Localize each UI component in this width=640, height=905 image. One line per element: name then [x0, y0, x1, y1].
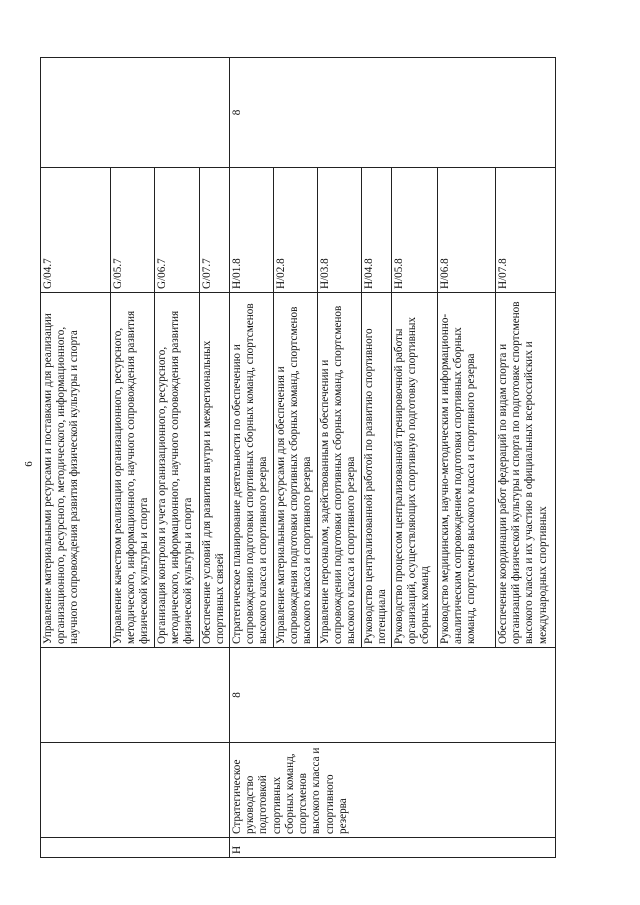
table-row — [230, 58, 274, 858]
group-level-cell — [41, 648, 230, 743]
group-code-cell — [41, 838, 230, 858]
function-name: Организация контроля и учета организационного, ресурсного, методического, информационного, научного сопровождения развития физической культуры и спорта — [155, 293, 200, 648]
function-name: Управление материальными ресурсами и поставками для реализации организационного, ресурсного, методического, информационного, научного сопровождения развития физической культуры и спорта — [41, 293, 111, 648]
function-name: Обеспечение условий для развития внутри и межрегиональных спортивных связей — [200, 293, 230, 648]
functions-table — [40, 57, 556, 858]
rotated-page — [40, 58, 630, 858]
function-code: G/05.7 — [111, 168, 155, 293]
function-level — [41, 58, 230, 168]
function-name: Управление качеством реализации организационного, ресурсного, методического, информационного, научного сопровождения развития физической культуры и спорта — [111, 293, 155, 648]
function-code: H/04.8 — [362, 168, 392, 293]
function-name: Обеспечение координации работ федераций по видам спорта и организаций физической культуры и спорта по подготовке спортсменов высокого класса и их участию в официальных всероссийских и международных спортивных — [496, 293, 556, 648]
function-name: Стратегическое планирование деятельности по обеспечению и сопровождению подготовки спортивных сборных команд, спортсменов высокого класса и спортивного резерва — [230, 293, 274, 648]
function-code: H/01.8 — [230, 168, 274, 293]
function-code: H/06.8 — [438, 168, 496, 293]
group-name-cell — [41, 743, 230, 838]
function-code: H/03.8 — [318, 168, 362, 293]
function-code: G/06.7 — [155, 168, 200, 293]
function-code: H/07.8 — [496, 168, 556, 293]
function-name: Руководство процессом централизованной тренировочной работы организаций, осуществляющих спортивную подготовку спортивных сборных команд — [392, 293, 438, 648]
function-code: G/04.7 — [41, 168, 111, 293]
function-name: Руководство централизованной работой по развитию спортивного потенциала — [362, 293, 392, 648]
table-row — [41, 58, 111, 858]
group-level: 8 — [230, 648, 556, 743]
function-code: H/05.8 — [392, 168, 438, 293]
function-level: 8 — [230, 58, 556, 168]
function-name: Управление материальными ресурсами для обеспечения и сопровождения подготовки спортивных сборных команд, спортсменов высокого класса и спортивного резерва — [274, 293, 318, 648]
group-name: Стратегическое руководство подготовкой спортивных сборных команд, спортсменов высокого класса и спортивного резерва — [230, 743, 556, 838]
function-name: Управление персоналом, задействованным в обеспечении и сопровождении подготовки спортивных сборных команд, спортсменов высокого класса и спортивного резерва — [318, 293, 362, 648]
function-code: G/07.7 — [200, 168, 230, 293]
page-number: 6 — [22, 461, 35, 467]
function-code: H/02.8 — [274, 168, 318, 293]
group-code: H — [230, 838, 556, 858]
function-name: Руководство медицинским, научно-методическим и информационно-аналитическим сопровождением подготовки спортивных сборных команд, спортсменов высокого класса и спортивного резерва — [438, 293, 496, 648]
